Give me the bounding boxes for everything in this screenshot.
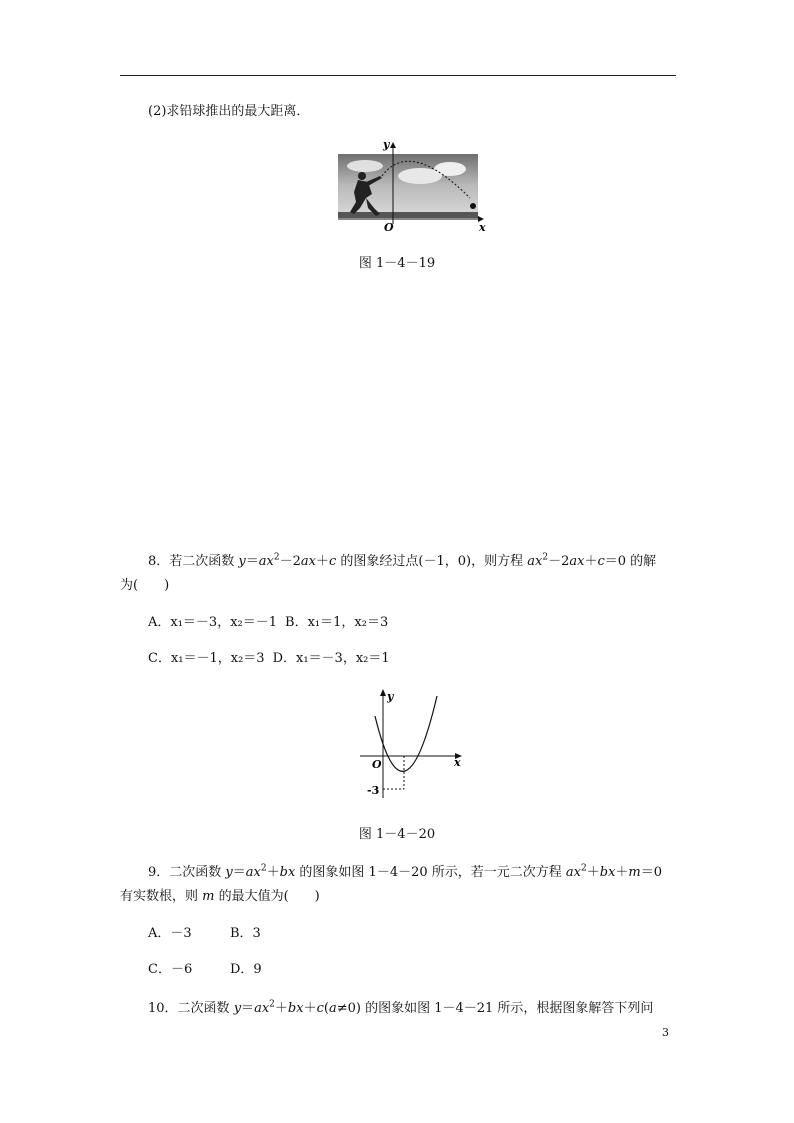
q8-tail-text: ＝0 的解	[604, 554, 657, 569]
var-m: m	[628, 865, 641, 880]
q9-number: 9．二次函数	[148, 865, 226, 880]
var-ax: ax	[245, 865, 261, 880]
figure-parabola	[355, 686, 470, 804]
y-axis-label: y	[383, 138, 390, 151]
q10-tail-text: 的图象如图 1－4－21 所示，根据图象解答下列问	[360, 1001, 654, 1016]
var-ax: ax	[254, 1001, 270, 1016]
plus: ＋	[586, 865, 600, 880]
parabola-curve	[375, 696, 437, 771]
var-y: y	[238, 554, 246, 569]
q8-question-line2: 为( )	[120, 578, 170, 593]
ground	[338, 212, 478, 218]
minus-two: －2	[279, 554, 301, 569]
q10-number: 10．二次函数	[148, 1001, 234, 1016]
figure-shot-put	[330, 136, 495, 234]
figure-caption-20: 图 1－4－20	[358, 827, 436, 842]
q8-option-a[interactable]: A．x₁＝－3，x₂＝－1	[148, 615, 278, 630]
var-bx: bx	[287, 1001, 304, 1016]
var-c: c	[597, 554, 605, 569]
q9-option-c[interactable]: C．－6	[148, 962, 193, 977]
q9-option-a[interactable]: A．－3	[148, 926, 192, 941]
plus: ＋	[303, 1001, 317, 1016]
q9-mid-text: 的图象如图 1－4－20 所示，若一元二次方程	[295, 865, 566, 880]
paren-open: (	[323, 1001, 329, 1016]
exponent: 2	[260, 863, 267, 874]
var-ax: ax	[258, 554, 274, 569]
not-equal-zero: ≠0)	[336, 1001, 361, 1016]
plus: ＋	[584, 554, 598, 569]
plus: ＋	[315, 554, 329, 569]
q9-line2-end: 的最大值为( )	[214, 889, 320, 904]
plus: ＋	[274, 1001, 288, 1016]
exponent: 2	[581, 863, 587, 874]
y-axis-arrow	[380, 689, 386, 696]
q10-question-line1	[148, 1000, 653, 1018]
exponent: 2	[542, 552, 549, 563]
var-ax: ax	[527, 554, 543, 569]
q8-number: 8．若二次函数	[148, 554, 239, 569]
q9-options-cd	[148, 961, 262, 979]
var-y: y	[233, 1001, 242, 1016]
q9-options-ab	[148, 925, 261, 943]
var-ax: ax	[569, 554, 585, 569]
q9-question-line1	[148, 864, 662, 882]
x-axis-label: x	[479, 221, 486, 234]
min-value-label: -3	[367, 784, 380, 797]
shot-ball	[470, 203, 476, 209]
q8-option-c[interactable]: C．x₁＝－1，x₂＝3	[148, 651, 265, 666]
equals: ＝	[232, 865, 246, 880]
var-ax: ax	[300, 554, 316, 569]
var-m: m	[202, 889, 215, 904]
origin-label: O	[384, 221, 394, 234]
minus-two: －2	[548, 554, 570, 569]
plus: ＋	[266, 865, 280, 880]
q8-option-d[interactable]: D．x₁＝－3，x₂＝1	[272, 651, 390, 666]
q8-options-ab	[148, 614, 388, 632]
y-axis-label: y	[387, 690, 394, 703]
q9-tail-text: ＝0	[640, 865, 663, 880]
q8-options-cd	[148, 650, 390, 668]
cloud	[434, 162, 466, 176]
var-ax: ax	[565, 865, 581, 880]
exponent: 2	[269, 999, 275, 1010]
var-y: y	[225, 865, 233, 880]
equals: ＝	[241, 1001, 255, 1016]
q8-question-line1	[148, 553, 656, 571]
var-c: c	[316, 1001, 324, 1016]
var-bx: bx	[279, 865, 296, 880]
q9-option-d[interactable]: D．9	[230, 962, 262, 977]
plus: ＋	[615, 865, 629, 880]
q8-option-b[interactable]: B．x₁＝1，x₂＝3	[285, 615, 389, 630]
origin-label: O	[372, 758, 382, 771]
exponent: 2	[273, 552, 280, 563]
var-bx: bx	[599, 865, 616, 880]
q7-part2-text: (2)求铅球推出的最大距离．	[148, 104, 310, 119]
var-a: a	[328, 1001, 337, 1016]
q9-question-line2	[120, 888, 320, 906]
header-rule	[120, 75, 676, 76]
y-axis-arrow	[390, 142, 396, 148]
q9-option-b[interactable]: B．3	[230, 926, 261, 941]
page-number: 3	[662, 1026, 669, 1039]
var-c: c	[329, 554, 337, 569]
figure-caption-19: 图 1－4－19	[358, 256, 436, 271]
q8-mid-text: 的图象经过点(－1，0)，则方程	[336, 554, 528, 569]
cloud	[347, 160, 383, 172]
x-axis-label: x	[454, 756, 461, 769]
q9-line2-start: 有实数根，则	[120, 889, 203, 904]
equals: ＝	[245, 554, 259, 569]
